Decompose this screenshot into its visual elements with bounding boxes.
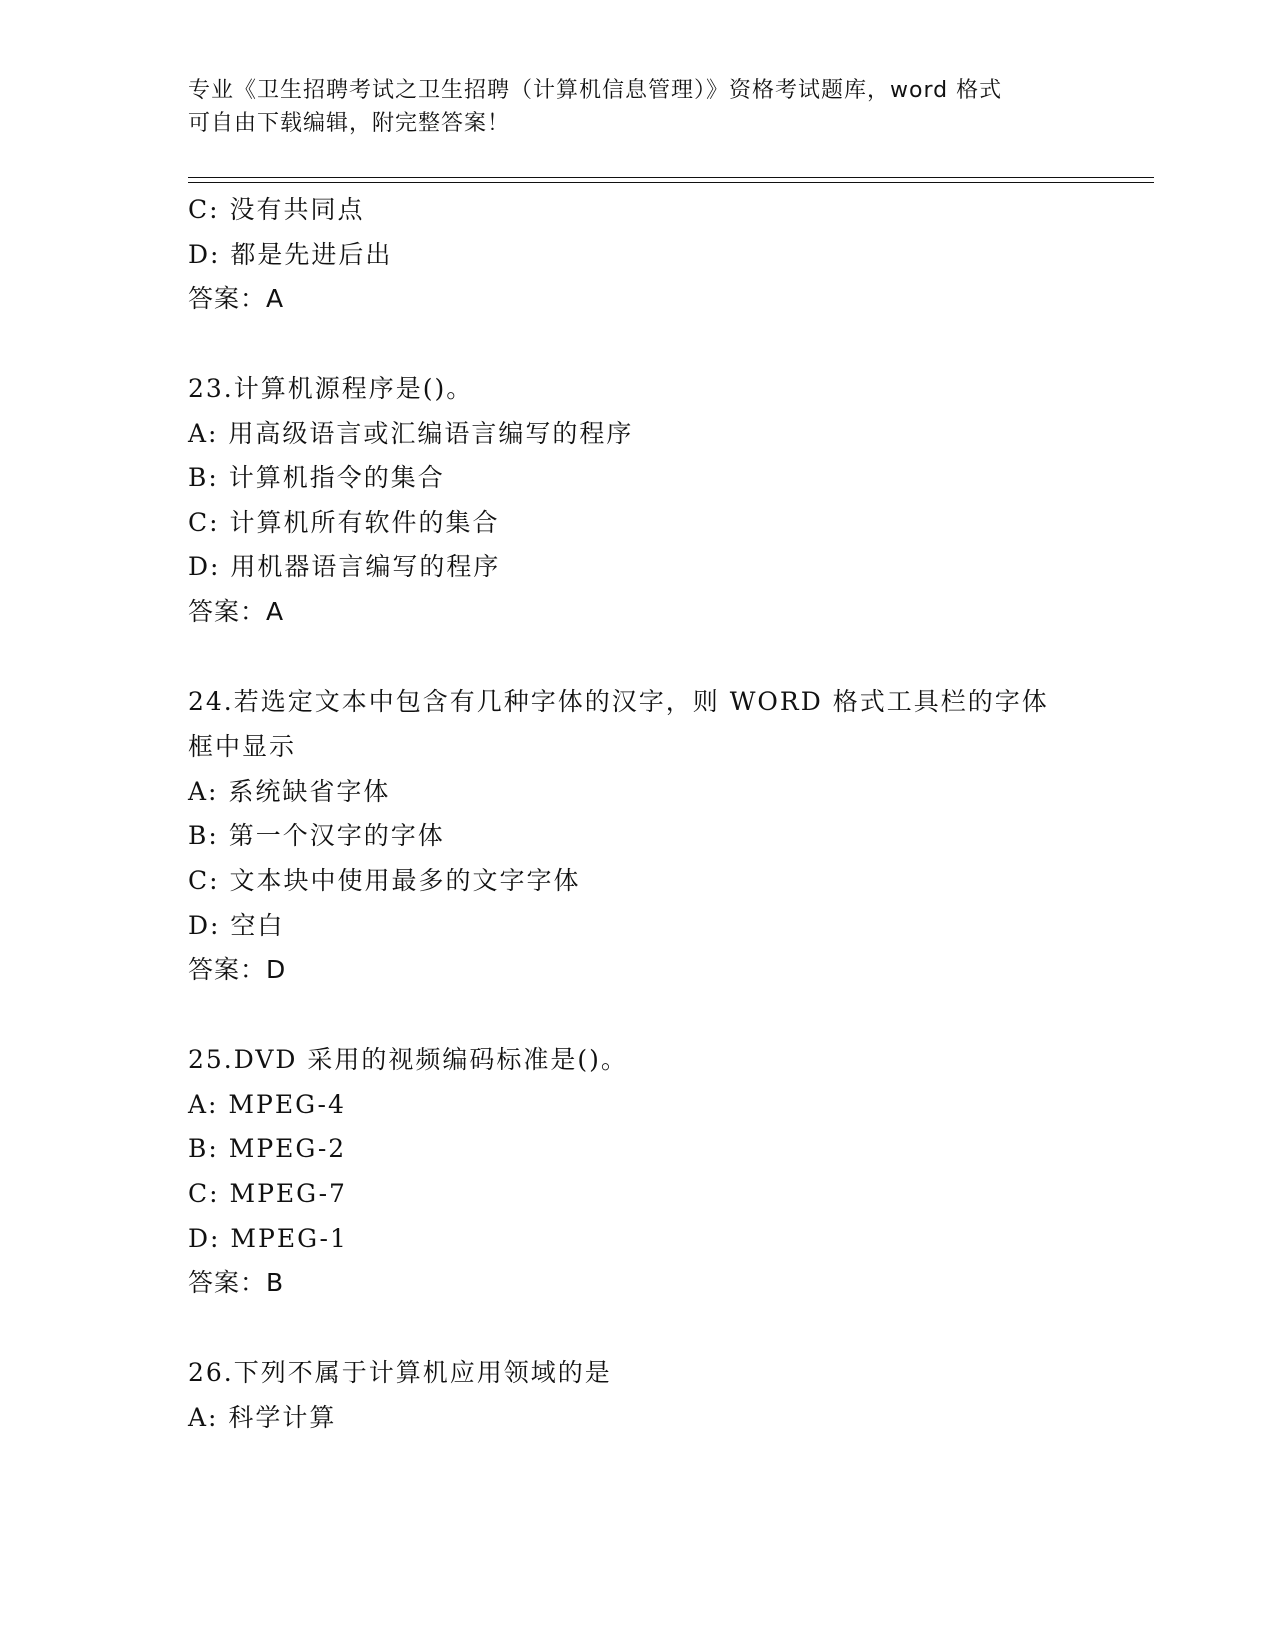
option-b: B: 计算机指令的集合 [188, 463, 445, 492]
option-a: A: 科学计算 [188, 1403, 337, 1432]
option-d: D: 用机器语言编写的程序 [188, 552, 501, 581]
option-b: B: 第一个汉字的字体 [188, 821, 445, 850]
option-c: C: 文本块中使用最多的文字字体 [188, 866, 581, 895]
answer: 答案：B [188, 1268, 285, 1297]
header-divider-top [188, 177, 1154, 178]
header-line-2: 可自由下载编辑，附完整答案！ [188, 111, 511, 136]
option-d: D: 空白 [188, 911, 285, 940]
option-c: C: MPEG-7 [188, 1179, 347, 1208]
option-a: A: 用高级语言或汇编语言编写的程序 [188, 419, 634, 448]
question-26: 26.下列不属于计算机应用领域的是 [188, 1358, 612, 1387]
option-d: D: MPEG-1 [188, 1224, 348, 1253]
option-a: A: MPEG-4 [188, 1090, 346, 1119]
question-23: 23.计算机源程序是()。 [188, 374, 474, 403]
option-b: B: MPEG-2 [188, 1134, 347, 1163]
question-24-continued: 框中显示 [188, 732, 297, 761]
answer: 答案：D [188, 955, 287, 984]
question-24: 24.若选定文本中包含有几种字体的汉字，则 WORD 格式工具栏的字体 [188, 687, 1049, 716]
header-line-1: 专业《卫生招聘考试之卫生招聘（计算机信息管理）》资格考试题库，word 格式 [188, 78, 1003, 103]
option-c: C: 计算机所有软件的集合 [188, 508, 500, 537]
answer: 答案：A [188, 597, 285, 626]
question-25: 25.DVD 采用的视频编码标准是()。 [188, 1045, 628, 1074]
document-header [188, 74, 1088, 140]
header-divider-bottom [188, 182, 1154, 183]
option-c: C: 没有共同点 [188, 195, 365, 224]
option-a: A: 系统缺省字体 [188, 777, 391, 806]
answer: 答案：A [188, 284, 285, 313]
option-d: D: 都是先进后出 [188, 240, 393, 269]
